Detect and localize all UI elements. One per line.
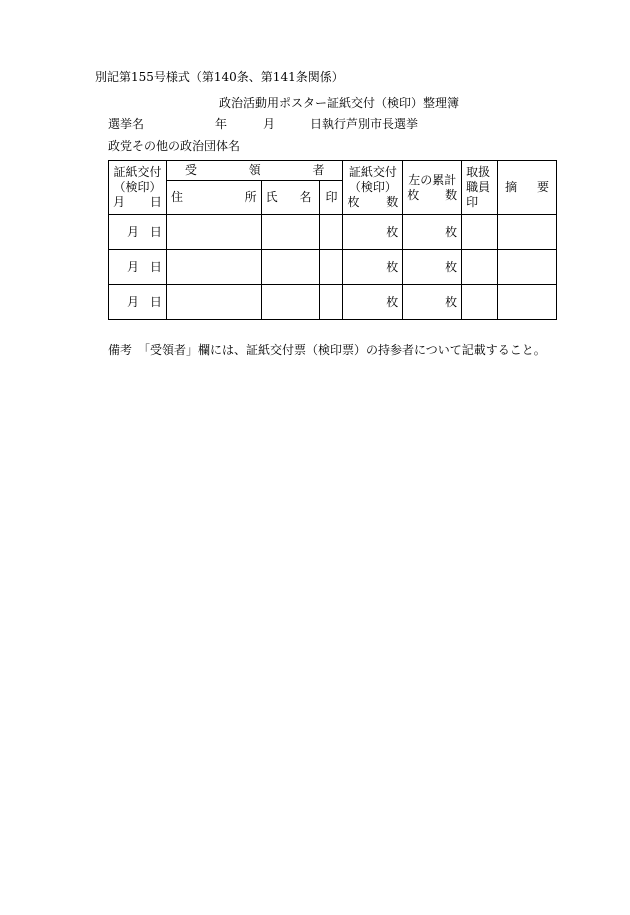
name-cell	[261, 250, 320, 285]
name-cell	[261, 215, 320, 250]
date-cell: 月 日	[109, 285, 167, 320]
table-row	[109, 250, 557, 285]
count-cell: 枚	[343, 250, 403, 285]
date-cell: 月 日	[109, 250, 167, 285]
name-header: 氏 名	[261, 181, 320, 215]
form-number: 別記第155号様式（第140条、第141条関係）	[95, 70, 344, 84]
officer-seal-cell	[462, 215, 498, 250]
election-name-label: 選挙名	[108, 117, 145, 131]
remarks-header: 摘 要	[498, 161, 557, 215]
remarks-cell	[498, 250, 557, 285]
remarks-cell	[498, 285, 557, 320]
officer-seal-cell	[462, 285, 498, 320]
count-cell: 枚	[343, 215, 403, 250]
remarks-cell	[498, 215, 557, 250]
seal-cell	[320, 250, 343, 285]
officer-seal-cell	[462, 250, 498, 285]
count-cell: 枚	[343, 285, 403, 320]
document-title: 政治活動用ポスター証紙交付（検印）整理簿	[219, 96, 460, 110]
register-table	[108, 160, 557, 320]
month-label: 月	[263, 117, 276, 131]
cumulative-cell: 枚	[403, 250, 462, 285]
address-cell	[166, 285, 261, 320]
table-row	[109, 285, 557, 320]
issued-count-header: 証紙交付 （検印） 枚 数	[343, 161, 403, 215]
address-header: 住 所	[166, 181, 261, 215]
note-text: 備考 「受領者」欄には、証紙交付票（検印票）の持参者について記載すること。	[108, 343, 546, 357]
seal-cell	[320, 215, 343, 250]
officer-seal-header: 取扱 職員 印	[462, 161, 498, 215]
party-name-label: 政党その他の政治団体名	[108, 139, 241, 153]
address-cell	[166, 250, 261, 285]
address-cell	[166, 215, 261, 250]
year-label: 年	[215, 117, 228, 131]
seal-cell	[320, 285, 343, 320]
cumulative-cell: 枚	[403, 215, 462, 250]
issue-date-header: 証紙交付 （検印） 月 日	[109, 161, 167, 215]
cumulative-cell: 枚	[403, 285, 462, 320]
name-cell	[261, 285, 320, 320]
cumulative-header: 左の累計 枚 数	[403, 161, 462, 215]
recipient-header: 受 領 者	[166, 161, 343, 181]
date-cell: 月 日	[109, 215, 167, 250]
table-row	[109, 215, 557, 250]
election-day-suffix: 日執行芦別市長選挙	[310, 117, 419, 131]
seal-header: 印	[320, 181, 343, 215]
